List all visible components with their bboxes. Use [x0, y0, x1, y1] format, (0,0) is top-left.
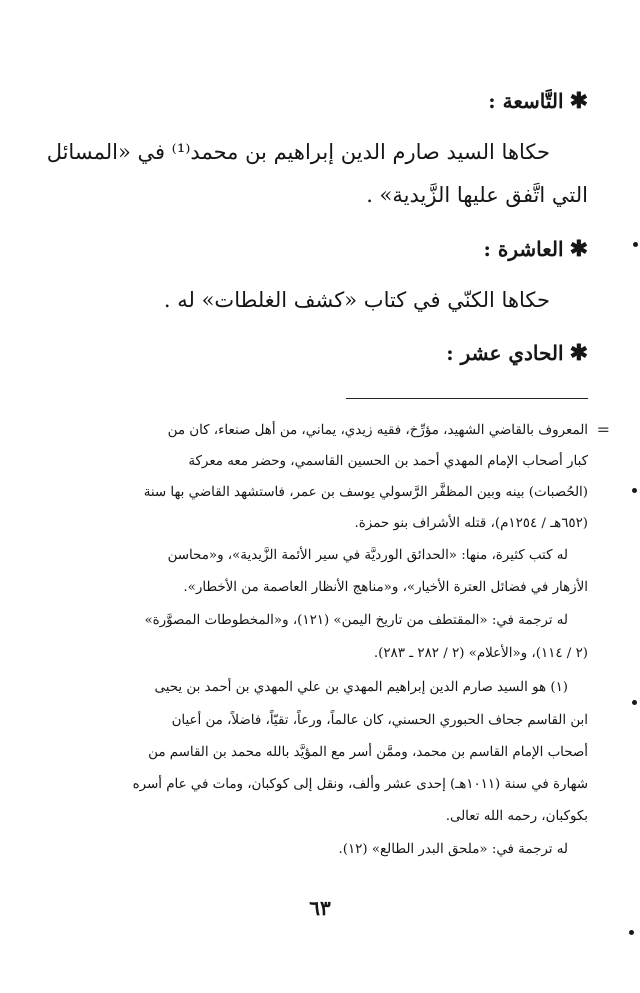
edge-dot-mark — [629, 930, 634, 935]
footnote-cont-line-2: كبار أصحاب الإمام المهدي أحمد بن الحسين القاسمي، وحضر معه معركة — [188, 454, 588, 469]
footnote-cont-line-3: (الحُصبات) بينه وبين المظفَّر الرَّسولي يوسف بن عمر، فاستشهد القاضي بها سنة — [143, 485, 588, 500]
edge-dot-mark — [632, 488, 637, 493]
books-line-1: له كتب كثيرة، منها: «الحدائق الورديَّة في سير الأئمة الزَّيدية»، و«محاسن — [167, 548, 568, 563]
ninth-line-1: حكاها السيد صارم الدين إبراهيم بن محمد⁽¹⁾ في «المسائل — [46, 140, 550, 164]
page-number: ٦٣ — [309, 896, 331, 920]
footnote-1-line-1: (١) هو السيد صارم الدين إبراهيم المهدي بن علي المهدي بن أحمد بن يحيى — [154, 680, 568, 695]
ninth-line-2: التي اتَّفق عليها الزَّيدية» . — [366, 183, 588, 207]
asterisk-icon: ✱ — [569, 340, 588, 366]
continuation-mark: = — [596, 420, 610, 439]
footnote-separator — [346, 398, 588, 399]
heading-eleventh — [446, 340, 588, 366]
edge-dot-mark — [632, 700, 637, 705]
asterisk-icon: ✱ — [569, 88, 588, 114]
footnote-1-line-3: أصحاب الإمام القاسم بن محمد، وممَّن أسر مع المؤيَّد بالله محمد بن القاسم من — [148, 745, 588, 760]
heading-ninth-text: التَّاسعة : — [488, 89, 564, 113]
bio-line-2: (٢ / ١١٤)، و«الأعلام» (٢ / ٢٨٢ ـ ٢٨٣). — [373, 646, 588, 661]
footnote-1-bio-line: له ترجمة في: «ملحق البدر الطالع» (١٢). — [338, 842, 568, 857]
edge-dot-mark — [633, 242, 638, 247]
heading-tenth-text: العاشرة : — [483, 237, 564, 261]
footnote-cont-line-4: (٦٥٢هـ / ١٢٥٤م)، قتله الأشراف بنو حمزة. — [354, 516, 588, 531]
footnote-1-line-4: شهارة في سنة (١٠١١هـ) إحدى عشر وألف، ونقل إلى كوكبان، ومات في عام أسره — [132, 777, 588, 792]
heading-ninth — [488, 88, 588, 114]
heading-eleventh-text: الحادي عشر : — [446, 341, 564, 365]
footnote-cont-line-1: المعروف بالقاضي الشهيد، مؤرِّخ، فقيه زيدي، يماني، من أهل صنعاء، كان من — [167, 423, 588, 438]
asterisk-icon: ✱ — [569, 236, 588, 262]
footnote-1-line-2: ابن القاسم جحاف الحبوري الحسني، كان عالماً، ورعاً، تقيّاً، فاضلاً، من أعيان — [171, 713, 588, 728]
footnote-1-line-5: بكوكبان، رحمه الله تعالى. — [445, 809, 588, 824]
tenth-line-1: حكاها الكنّي في كتاب «كشف الغلطات» له . — [163, 288, 550, 312]
bio-line-1: له ترجمة في: «المقتطف من تاريخ اليمن» (١٢١)، و«المخطوطات المصوَّرة» — [144, 613, 568, 628]
heading-tenth — [484, 236, 588, 262]
books-line-2: الأزهار في فضائل العترة الأخيار»، و«مناهج الأنظار العاصمة من الأخطار». — [183, 580, 588, 595]
